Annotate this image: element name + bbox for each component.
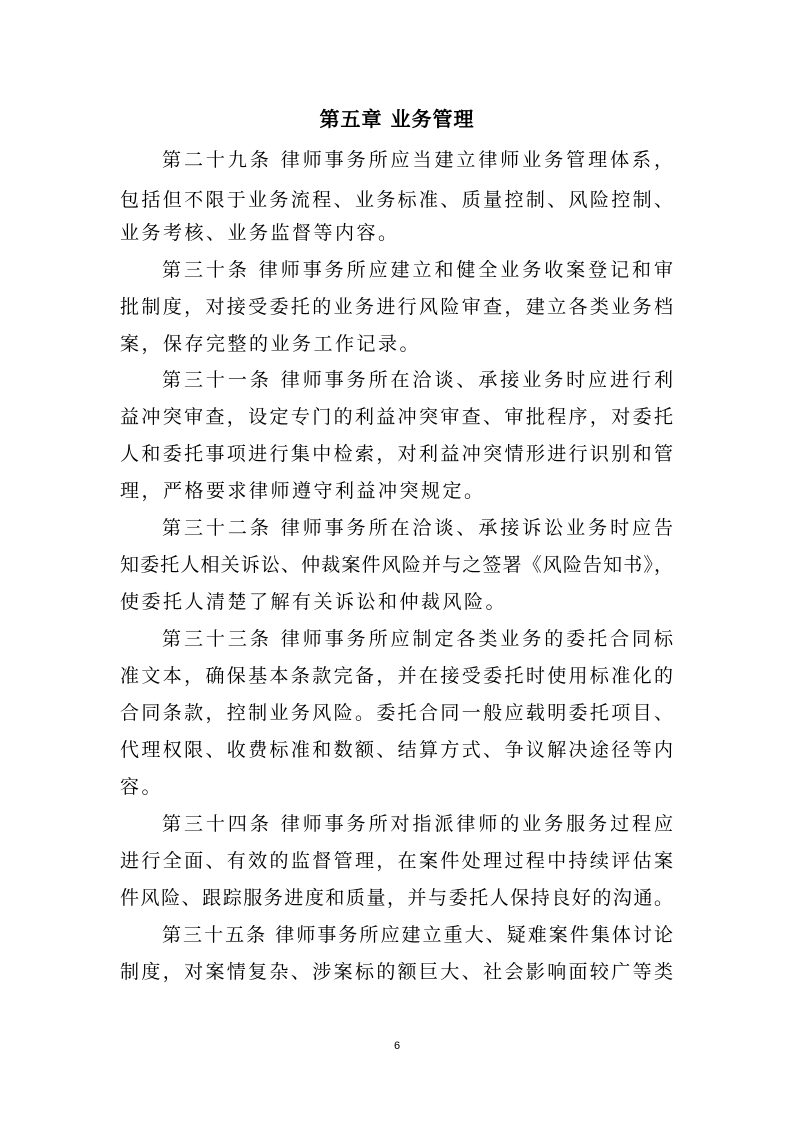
article-33-line-5: 容。	[120, 776, 164, 798]
article-32-line-3: 使委托人清楚了解有关诉讼和仲裁风险。	[120, 591, 508, 613]
article-31-line-3: 人和委托事项进行集中检索，对利益冲突情形进行识别和管	[120, 443, 673, 465]
article-34-line-1: 第三十四条 律师事务所对指派律师的业务服务过程应	[162, 813, 673, 835]
article-31-line-2: 益冲突审查，设定专门的利益冲突审查、审批程序，对委托	[120, 406, 673, 428]
article-32-line-2: 知委托人相关诉讼、仲裁案件风险并与之签署《风险告知书》，	[120, 554, 673, 576]
article-33-line-3: 合同条款，控制业务风险。委托合同一般应载明委托项目、	[120, 702, 673, 724]
article-29-line-2: 包括但不限于业务流程、业务标准、质量控制、风险控制、	[120, 189, 673, 211]
article-34-line-2: 进行全面、有效的监督管理，在案件处理过程中持续评估案	[120, 850, 673, 872]
article-35-line-1: 第三十五条 律师事务所应建立重大、疑难案件集体讨论	[162, 924, 673, 946]
article-33-line-2: 准文本，确保基本条款完备，并在接受委托时使用标准化的	[120, 665, 673, 687]
article-33-line-4: 代理权限、收费标准和数额、结算方式、争议解决途径等内	[120, 739, 673, 761]
article-33-line-1: 第三十三条 律师事务所应制定各类业务的委托合同标	[162, 628, 673, 650]
article-31-line-4: 理，严格要求律师遵守利益冲突规定。	[120, 480, 486, 502]
page-number: 6	[393, 1040, 401, 1052]
article-31-line-1: 第三十一条 律师事务所在洽谈、承接业务时应进行利	[162, 369, 673, 391]
article-30-line-1: 第三十条 律师事务所应建立和健全业务收案登记和审	[162, 259, 673, 281]
article-32-line-1: 第三十二条 律师事务所在洽谈、承接诉讼业务时应告	[162, 517, 673, 539]
article-30-line-3: 案，保存完整的业务工作记录。	[120, 333, 422, 355]
article-29-line-3: 业务考核、业务监督等内容。	[120, 222, 400, 244]
article-30-line-2: 批制度，对接受委托的业务进行风险审查，建立各类业务档	[120, 296, 673, 318]
chapter-title: 第五章 业务管理	[319, 107, 475, 131]
article-35-line-2: 制度，对案情复杂、涉案标的额巨大、社会影响面较广等类	[120, 961, 673, 983]
article-34-line-3: 件风险、跟踪服务进度和质量，并与委托人保持良好的沟通。	[120, 887, 673, 909]
article-29-line-1: 第二十九条 律师事务所应当建立律师业务管理体系，	[162, 149, 673, 171]
